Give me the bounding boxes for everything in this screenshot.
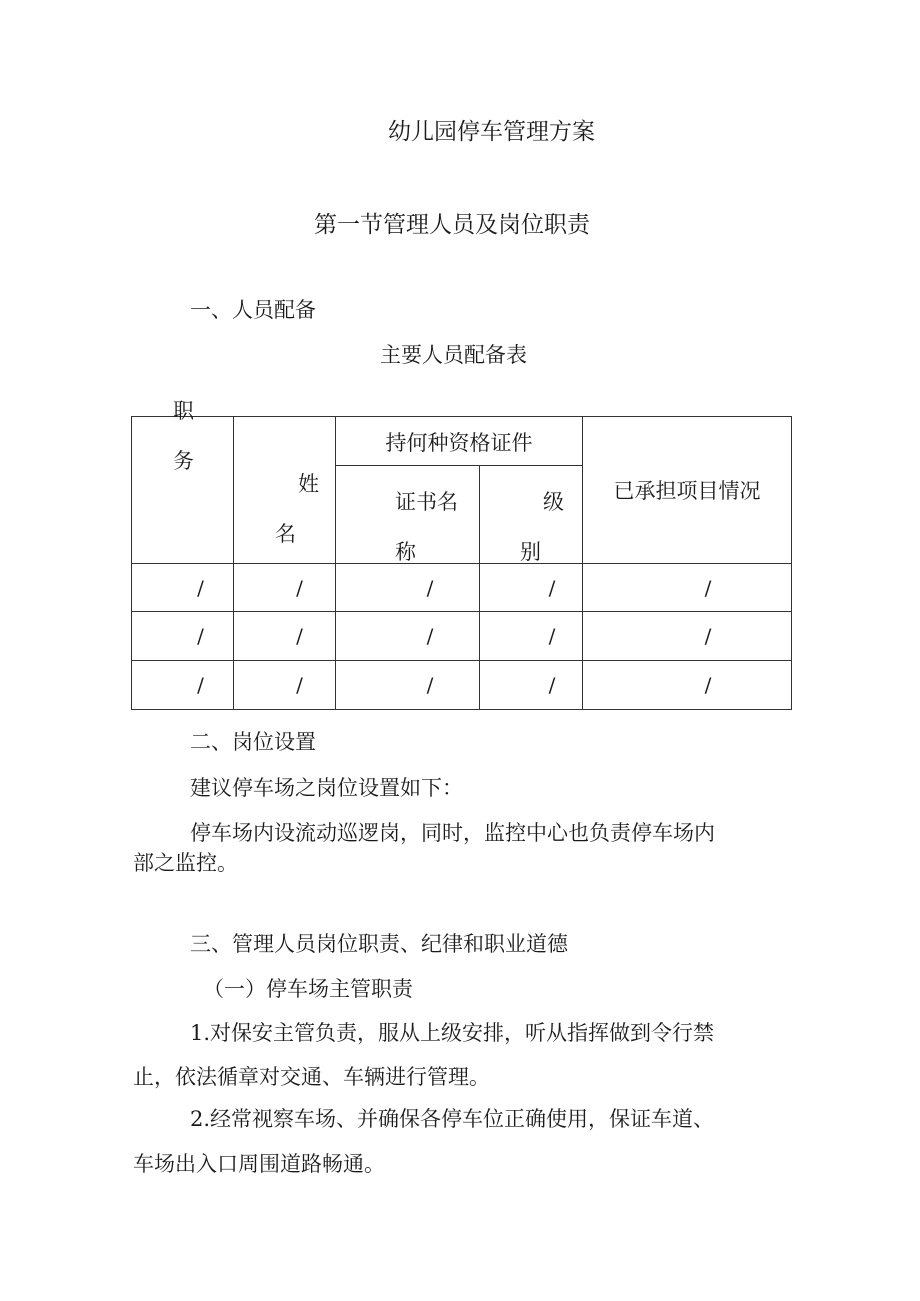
duty-item-1-line1: 1.对保安主管负责，服从上级安排，听从指挥做到令行禁: [190, 1021, 715, 1045]
duty-item-2-line2: 车场出入口周围道路畅通。: [133, 1152, 385, 1176]
table-row: [132, 564, 792, 612]
staff-table: [131, 399, 792, 710]
header-cert-name: [336, 466, 480, 564]
duty-item-2-line1: 2.经常视察车场、并确保各停车位正确使用，保证车道、: [190, 1107, 715, 1131]
cell-value: /: [548, 624, 556, 648]
heading-positions: 二、岗位设置: [190, 730, 316, 754]
cell-value: /: [548, 673, 556, 697]
cell-value: /: [704, 624, 712, 648]
subheading-supervisor-duties: （一）停车场主管职责: [203, 977, 413, 1001]
cell-value: /: [704, 575, 712, 600]
header-name-char2: 名: [275, 522, 296, 546]
header-position: [132, 399, 234, 564]
cell-value: /: [426, 673, 434, 697]
cell-value: /: [548, 575, 556, 600]
heading-staffing: 一、人员配备: [190, 298, 316, 322]
table-caption: 主要人员配备表: [380, 343, 527, 367]
cell-value: /: [197, 673, 204, 697]
cell-value: /: [197, 624, 204, 648]
header-position-char1: 职: [173, 399, 194, 423]
table-row: [132, 612, 792, 661]
header-position-char2: 务: [173, 449, 194, 473]
header-cert-name-line1: 证书名: [395, 490, 458, 514]
table-row: [132, 661, 792, 710]
cell-value: /: [197, 575, 204, 600]
header-projects: 已承担项目情况: [583, 417, 792, 564]
paragraph-positions-line2: 部之监控。: [133, 851, 238, 875]
paragraph-positions-intro: 建议停车场之岗位设置如下：: [190, 776, 463, 800]
cell-value: /: [704, 673, 712, 697]
duty-item-1-line2: 止，依法循章对交通、车辆进行管理。: [133, 1065, 490, 1089]
header-cert-name-line2: 称: [395, 540, 416, 564]
cell-value: /: [426, 575, 434, 600]
heading-duties: 三、管理人员岗位职责、纪律和职业道德: [190, 932, 568, 956]
header-level-char1: 级: [543, 490, 564, 514]
cell-value: /: [296, 624, 303, 648]
header-cert-group: 持何种资格证件: [336, 417, 583, 466]
table-header-row: [132, 417, 792, 466]
cell-value: /: [296, 575, 303, 600]
section-title: 第一节管理人员及岗位职责: [314, 212, 590, 238]
paragraph-positions-line1: 停车场内设流动巡逻岗，同时，监控中心也负责停车场内: [190, 821, 715, 845]
header-name: [234, 417, 336, 564]
header-name-char1: 姓: [298, 472, 319, 496]
cell-value: /: [426, 624, 434, 648]
cell-value: /: [296, 673, 303, 697]
document-title: 幼儿园停车管理方案: [388, 119, 595, 145]
header-level: [480, 466, 583, 564]
header-level-char2: 别: [520, 540, 541, 564]
